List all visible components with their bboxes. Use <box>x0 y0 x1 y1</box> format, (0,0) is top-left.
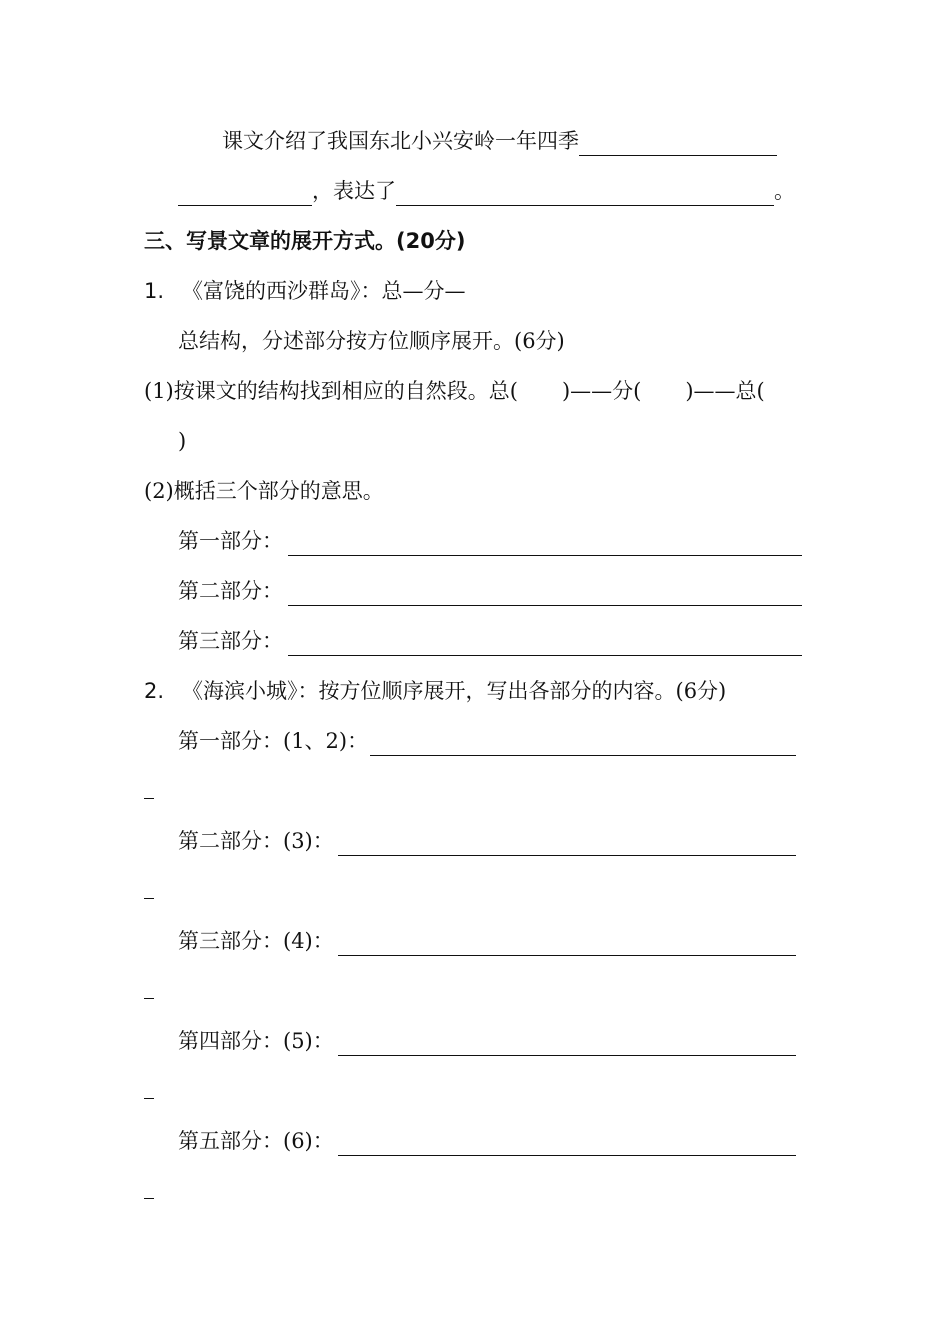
sub-1-close-paren: ) <box>178 429 187 453</box>
q2-part-3-line-continuation <box>144 998 154 999</box>
intro-blank-3[interactable] <box>396 183 774 206</box>
q1-part-label: 第二部分： <box>178 579 283 603</box>
question-1-sub-1 <box>144 376 765 406</box>
q1-part-row <box>178 576 802 606</box>
intro-line-1 <box>222 126 777 156</box>
section-3-heading <box>144 226 465 256</box>
q2-part-label: 第五部分：(6)： <box>178 1129 334 1153</box>
sub-1-text-a: (1)按课文的结构找到相应的自然段。总( <box>144 379 518 403</box>
question-2-number: 2. <box>144 679 165 703</box>
q2-part-label: 第一部分：(1、2)： <box>178 729 369 753</box>
q1-part-label: 第三部分： <box>178 629 283 653</box>
q2-part-5-answer-line[interactable] <box>338 1133 796 1156</box>
q2-part-2-line-continuation <box>144 898 154 899</box>
q2-part-1-line-continuation <box>144 798 154 799</box>
question-2-title-line <box>144 676 726 706</box>
q2-part-3-answer-line[interactable] <box>338 933 796 956</box>
intro-mid-text: ，表达了 <box>312 179 396 203</box>
q1-part-2-answer-line[interactable] <box>288 583 802 606</box>
intro-text: 课文介绍了我国东北小兴安岭一年四季 <box>222 129 579 153</box>
intro-end-text: 。 <box>774 179 795 203</box>
q2-part-row <box>178 1026 796 1056</box>
q2-part-2-answer-line[interactable] <box>338 833 796 856</box>
sub-2-text: (2)概括三个部分的意思。 <box>144 479 384 503</box>
question-1-title-line <box>144 276 466 306</box>
q2-part-label: 第二部分：(3)： <box>178 829 334 853</box>
question-1-sub-1-continued <box>178 426 186 456</box>
q1-part-3-answer-line[interactable] <box>288 633 802 656</box>
section-3-title: 三、写景文章的展开方式。(20分) <box>144 229 466 253</box>
q2-part-row <box>178 826 796 856</box>
q2-part-4-answer-line[interactable] <box>338 1033 796 1056</box>
q1-part-row <box>178 526 802 556</box>
q2-part-row <box>178 1126 796 1156</box>
question-1-title: 《富饶的西沙群岛》：总—分— <box>182 279 466 303</box>
q2-part-label: 第四部分：(5)： <box>178 1029 334 1053</box>
q2-part-1-answer-line[interactable] <box>370 733 796 756</box>
question-2-title: 《海滨小城》：按方位顺序展开，写出各部分的内容。(6分) <box>182 679 727 703</box>
sub-1-text-b: )——分( <box>561 379 642 403</box>
q2-part-4-line-continuation <box>144 1098 154 1099</box>
question-1-number: 1. <box>144 279 165 303</box>
intro-blank-2[interactable] <box>178 183 312 206</box>
q2-part-row <box>178 726 796 756</box>
question-1-structure-text: 总结构，分述部分按方位顺序展开。(6分) <box>178 329 565 353</box>
question-1-line-2 <box>178 326 565 356</box>
intro-line-2 <box>178 176 795 206</box>
question-1-sub-2 <box>144 476 384 506</box>
intro-blank-1[interactable] <box>579 133 777 156</box>
q1-part-label: 第一部分： <box>178 529 283 553</box>
q2-part-row <box>178 926 796 956</box>
q2-part-5-line-continuation <box>144 1198 154 1199</box>
sub-1-text-c: )——总( <box>685 379 765 403</box>
q1-part-row <box>178 626 802 656</box>
q1-part-1-answer-line[interactable] <box>288 533 802 556</box>
q2-part-label: 第三部分：(4)： <box>178 929 334 953</box>
